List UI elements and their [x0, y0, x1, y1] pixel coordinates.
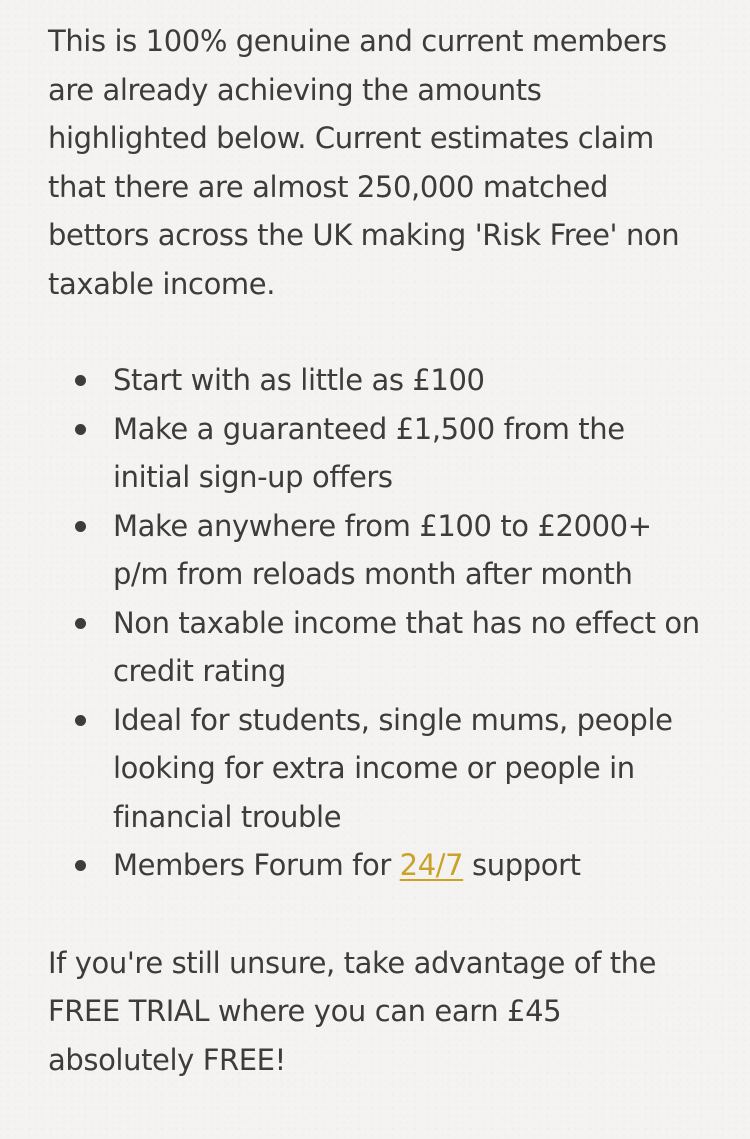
list-item-text-after-link: support	[463, 848, 581, 882]
list-item-text: Non taxable income that has no effect on credit rating	[113, 605, 700, 688]
support-link[interactable]: 24/7	[399, 848, 464, 882]
bullet-dot-icon	[75, 715, 86, 726]
bullet-dot-icon	[75, 618, 86, 629]
bullet-dot-icon	[75, 860, 86, 871]
list-item-text: Start with as little as £100	[113, 363, 485, 397]
list-item	[48, 405, 703, 502]
list-item	[48, 356, 703, 405]
list-item	[48, 841, 703, 890]
bullet-dot-icon	[75, 521, 86, 532]
bullet-dot-icon	[75, 375, 86, 386]
intro-paragraph: This is 100% genuine and current members are already achieving the amounts highlighted below. Current estimates claim that there are almost 250,000 matched bettors across the UK making 'Risk Free' non taxable income.	[48, 24, 680, 301]
list-item	[48, 599, 703, 696]
list-item-text: Make a guaranteed £1,500 from the initial sign-up offers	[113, 411, 625, 494]
list-item	[48, 502, 703, 599]
outro-paragraph: If you're still unsure, take advantage of the FREE TRIAL where you can earn £45 absolutely FREE!	[48, 945, 657, 1077]
list-item-text-before-link: Members Forum for	[113, 848, 400, 882]
list-item	[48, 696, 703, 842]
list-item-text: Make anywhere from £100 to £2000+ p/m from reloads month after month	[113, 508, 652, 591]
bullet-dot-icon	[75, 424, 86, 435]
benefits-list	[48, 356, 703, 890]
list-item-text: Ideal for students, single mums, people looking for extra income or people in financial trouble	[113, 702, 673, 834]
